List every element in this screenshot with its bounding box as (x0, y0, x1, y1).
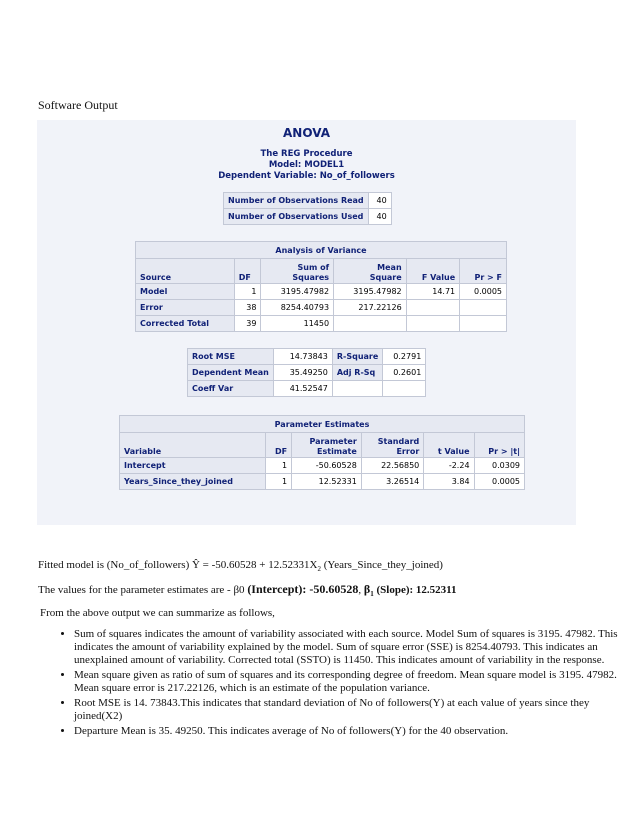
param-std-error: 22.56850 (361, 458, 423, 474)
anova-ms (334, 316, 407, 332)
col-t-value: t Value (424, 433, 474, 458)
anova-p: 0.0005 (460, 284, 507, 300)
parameter-estimates-table (119, 415, 525, 490)
param-estimate: 12.52331 (292, 474, 362, 490)
anova-df: 38 (234, 300, 261, 316)
param-t: -2.24 (424, 458, 474, 474)
anova-p (460, 300, 507, 316)
param-df: 1 (265, 458, 291, 474)
fit-value: 0.2601 (383, 365, 426, 381)
param-variable: Years_Since_they_joined (120, 474, 266, 490)
obs-read-value: 40 (368, 193, 391, 209)
model-label: Model: MODEL1 (268, 160, 345, 170)
table-row (188, 381, 426, 397)
fit-value: 41.52547 (273, 381, 332, 397)
param-variable: Intercept (120, 458, 266, 474)
col-pr-t: Pr > |t| (474, 433, 524, 458)
fitted-model-line: Fitted model is (No_of_followers) Ŷ = $-50.60528 + 12.52331X_2$ (Years_Since_they_joined) (38, 559, 443, 574)
anova-ss: 3195.47982 (261, 284, 334, 300)
anova-f: 14.71 (406, 284, 459, 300)
param-df: 1 (265, 474, 291, 490)
col-f-value: F Value (406, 259, 459, 284)
col-df: DF (234, 259, 261, 284)
col-df: DF (265, 433, 291, 458)
parameter-values-line: The values for the parameter estimates are - β0 (Intercept): -50.60528, $\beta_1$ (Slope): 12.52311 (38, 582, 457, 599)
anova-source: Corrected Total (136, 316, 235, 332)
param-p: 0.0309 (474, 458, 524, 474)
anova-ms: 217.22126 (334, 300, 407, 316)
param-t: 3.84 (424, 474, 474, 490)
param-estimate: -50.60528 (292, 458, 362, 474)
table-row (136, 316, 507, 332)
anova-f (406, 300, 459, 316)
anova-df: 39 (234, 316, 261, 332)
col-mean-square: Mean Square (334, 259, 407, 284)
col-source: Source (136, 259, 235, 284)
observations-table (223, 192, 392, 225)
obs-used-value: 40 (368, 209, 391, 225)
fit-value: 35.49250 (273, 365, 332, 381)
sas-output-panel (37, 120, 576, 525)
anova-source: Error (136, 300, 235, 316)
table-row (224, 193, 392, 209)
empty-cell (332, 381, 382, 397)
obs-read-label: Number of Observations Read (224, 193, 369, 209)
anova-ss: 11450 (261, 316, 334, 332)
param-p: 0.0005 (474, 474, 524, 490)
list-item: • Departure Mean is 35. 49250. This indicates average of No of followers(Y) for the 40 observation. (74, 725, 629, 738)
table-row (136, 284, 507, 300)
param-std-error: 3.26514 (361, 474, 423, 490)
col-sum-of-squares: Sum of Squares (261, 259, 334, 284)
list-item: • Root MSE is 14. 73843.This indicates that standard deviation of No of followers(Y) at each value of years since they joined(X2) (74, 697, 629, 723)
anova-f (406, 316, 459, 332)
col-pr-f: Pr > F (460, 259, 507, 284)
fit-label: Dependent Mean (188, 365, 274, 381)
fit-value: 14.73843 (273, 349, 332, 365)
anova-source: Model (136, 284, 235, 300)
table-row (120, 458, 525, 474)
table-row (188, 349, 426, 365)
fit-label: Coeff Var (188, 381, 274, 397)
anova-df: 1 (234, 284, 261, 300)
anova-title: ANOVA (283, 126, 330, 140)
fit-label: R-Square (332, 349, 382, 365)
summary-intro: From the above output we can summarize as follows, (40, 607, 275, 619)
col-standard-error: Standard Error (361, 433, 423, 458)
anova-ss: 8254.40793 (261, 300, 334, 316)
list-item: • Sum of squares indicates the amount of variability associated with each source. Model Sum of squares is 3195. 47982. This indicates the amount of variability explained by the model. Sum of square error (SSE) is 8254.40793. This indicates an unexplained amount of variability. Corrected total (SSTO) is 11450. This indicates amount of variability in the response. (74, 628, 629, 667)
fit-value: 0.2791 (383, 349, 426, 365)
table-row (224, 209, 392, 225)
page-label: Software Output (38, 98, 118, 112)
procedure-label: The REG Procedure (260, 149, 353, 159)
list-item: • Mean square given as ratio of sum of squares and its corresponding degree of freedom. Mean square model is 3195. 47982. Mean square error is 217.22126, which is an estimate of the population variance. (74, 669, 629, 695)
col-parameter-estimate: Parameter Estimate (292, 433, 362, 458)
params-caption: Parameter Estimates (120, 416, 525, 433)
table-row (136, 300, 507, 316)
col-variable: Variable (120, 433, 266, 458)
dependent-variable-label: Dependent Variable: No_of_followers (218, 171, 395, 181)
anova-caption: Analysis of Variance (136, 242, 507, 259)
table-row (188, 365, 426, 381)
fit-label: Adj R-Sq (332, 365, 382, 381)
summary-bullets (52, 628, 629, 740)
fit-statistics-table (187, 348, 426, 397)
fit-label: Root MSE (188, 349, 274, 365)
anova-p (460, 316, 507, 332)
table-row (120, 474, 525, 490)
anova-ms: 3195.47982 (334, 284, 407, 300)
anova-table (135, 241, 507, 332)
empty-cell (383, 381, 426, 397)
obs-used-label: Number of Observations Used (224, 209, 369, 225)
